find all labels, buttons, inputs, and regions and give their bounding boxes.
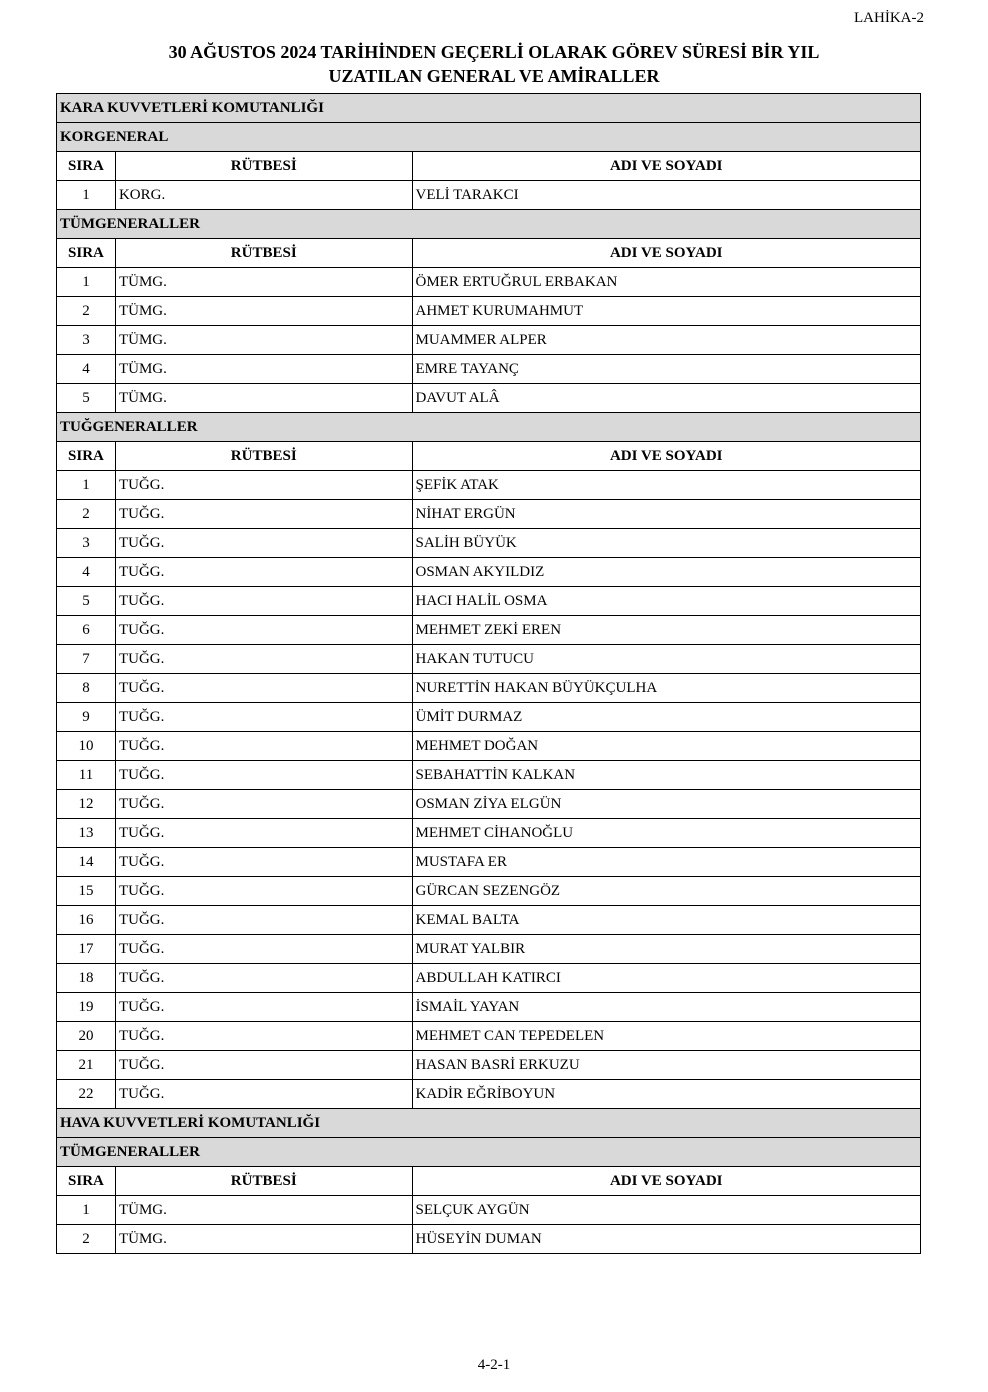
row-full-name: GÜRCAN SEZENGÖZ — [412, 877, 921, 906]
row-rank: TUĞG. — [115, 848, 412, 877]
row-number: 1 — [57, 181, 116, 210]
command-header-row — [57, 1109, 921, 1138]
column-header-adi-soyadi: ADI VE SOYADI — [412, 239, 921, 268]
row-number: 21 — [57, 1051, 116, 1080]
table-row — [57, 935, 921, 964]
row-full-name: SELÇUK AYGÜN — [412, 1196, 921, 1225]
row-number: 2 — [57, 500, 116, 529]
row-rank: TUĞG. — [115, 1051, 412, 1080]
column-header-row — [57, 152, 921, 181]
column-header-adi-soyadi: ADI VE SOYADI — [412, 442, 921, 471]
row-number: 1 — [57, 471, 116, 500]
column-header-sira: SIRA — [57, 442, 116, 471]
row-number: 4 — [57, 558, 116, 587]
row-rank: TUĞG. — [115, 558, 412, 587]
row-rank: TUĞG. — [115, 529, 412, 558]
row-number: 2 — [57, 297, 116, 326]
row-rank: TÜMG. — [115, 268, 412, 297]
row-rank: TUĞG. — [115, 993, 412, 1022]
table-row — [57, 326, 921, 355]
table-row — [57, 268, 921, 297]
row-full-name: MEHMET ZEKİ EREN — [412, 616, 921, 645]
table-row — [57, 790, 921, 819]
row-rank: TUĞG. — [115, 471, 412, 500]
row-rank: TÜMG. — [115, 355, 412, 384]
row-number: 11 — [57, 761, 116, 790]
row-rank: TUĞG. — [115, 587, 412, 616]
table-row — [57, 471, 921, 500]
row-rank: TUĞG. — [115, 732, 412, 761]
page-number: 4-2-1 — [477, 1357, 511, 1373]
row-full-name: MEHMET DOĞAN — [412, 732, 921, 761]
table-row — [57, 181, 921, 210]
row-full-name: KADİR EĞRİBOYUN — [412, 1080, 921, 1109]
row-full-name: NİHAT ERGÜN — [412, 500, 921, 529]
row-number: 9 — [57, 703, 116, 732]
row-full-name: ÖMER ERTUĞRUL ERBAKAN — [412, 268, 921, 297]
row-rank: TUĞG. — [115, 790, 412, 819]
table-row — [57, 993, 921, 1022]
table-row — [57, 587, 921, 616]
row-full-name: HAKAN TUTUCU — [412, 645, 921, 674]
rank-group-title: TÜMGENERALLER — [57, 210, 921, 239]
title-line-2: UZATILAN GENERAL VE AMİRALLER — [328, 66, 660, 86]
table-row — [57, 906, 921, 935]
row-rank: TÜMG. — [115, 326, 412, 355]
row-full-name: ABDULLAH KATIRCI — [412, 964, 921, 993]
command-name: KARA KUVVETLERİ KOMUTANLIĞI — [57, 94, 921, 123]
column-header-rutbesi: RÜTBESİ — [115, 239, 412, 268]
table-row — [57, 877, 921, 906]
row-number: 10 — [57, 732, 116, 761]
row-rank: TUĞG. — [115, 906, 412, 935]
row-number: 13 — [57, 819, 116, 848]
table-row — [57, 355, 921, 384]
rank-group-title: KORGENERAL — [57, 123, 921, 152]
row-full-name: MEHMET CİHANOĞLU — [412, 819, 921, 848]
rank-group-row — [57, 123, 921, 152]
officers-table — [56, 93, 921, 1254]
table-row — [57, 645, 921, 674]
row-full-name: SALİH BÜYÜK — [412, 529, 921, 558]
row-full-name: KEMAL BALTA — [412, 906, 921, 935]
rank-group-row — [57, 413, 921, 442]
table-row — [57, 558, 921, 587]
row-full-name: NURETTİN HAKAN BÜYÜKÇULHA — [412, 674, 921, 703]
row-number: 20 — [57, 1022, 116, 1051]
row-full-name: İSMAİL YAYAN — [412, 993, 921, 1022]
row-full-name: VELİ TARAKCI — [412, 181, 921, 210]
row-rank: TUĞG. — [115, 645, 412, 674]
row-number: 5 — [57, 587, 116, 616]
row-rank: TUĞG. — [115, 703, 412, 732]
row-number: 22 — [57, 1080, 116, 1109]
column-header-adi-soyadi: ADI VE SOYADI — [412, 152, 921, 181]
row-full-name: EMRE TAYANÇ — [412, 355, 921, 384]
rank-group-row — [57, 1138, 921, 1167]
row-rank: TUĞG. — [115, 1022, 412, 1051]
column-header-adi-soyadi: ADI VE SOYADI — [412, 1167, 921, 1196]
row-rank: TUĞG. — [115, 616, 412, 645]
column-header-rutbesi: RÜTBESİ — [115, 152, 412, 181]
table-row — [57, 761, 921, 790]
table-row — [57, 703, 921, 732]
row-number: 14 — [57, 848, 116, 877]
rank-group-title: TUĞGENERALLER — [57, 413, 921, 442]
document-title — [0, 40, 988, 88]
row-full-name: OSMAN AKYILDIZ — [412, 558, 921, 587]
row-number: 7 — [57, 645, 116, 674]
row-rank: TUĞG. — [115, 674, 412, 703]
row-rank: TUĞG. — [115, 1080, 412, 1109]
table-row — [57, 674, 921, 703]
table-row — [57, 616, 921, 645]
column-header-sira: SIRA — [57, 152, 116, 181]
row-number: 1 — [57, 268, 116, 297]
row-number: 16 — [57, 906, 116, 935]
row-number: 5 — [57, 384, 116, 413]
title-line-1: 30 AĞUSTOS 2024 TARİHİNDEN GEÇERLİ OLARAK GÖREV SÜRESİ BİR YIL — [168, 42, 820, 62]
row-full-name: MEHMET CAN TEPEDELEN — [412, 1022, 921, 1051]
table-row — [57, 297, 921, 326]
rank-group-row — [57, 210, 921, 239]
row-full-name: HÜSEYİN DUMAN — [412, 1225, 921, 1254]
column-header-row — [57, 239, 921, 268]
row-number: 8 — [57, 674, 116, 703]
row-number: 1 — [57, 1196, 116, 1225]
row-full-name: HACI HALİL OSMA — [412, 587, 921, 616]
row-rank: TÜMG. — [115, 1196, 412, 1225]
row-number: 17 — [57, 935, 116, 964]
table-row — [57, 848, 921, 877]
row-full-name: MUAMMER ALPER — [412, 326, 921, 355]
row-full-name: MURAT YALBIR — [412, 935, 921, 964]
table-row — [57, 819, 921, 848]
table-row — [57, 500, 921, 529]
table-row — [57, 732, 921, 761]
column-header-row — [57, 1167, 921, 1196]
table-row — [57, 384, 921, 413]
row-full-name: HASAN BASRİ ERKUZU — [412, 1051, 921, 1080]
row-rank: TUĞG. — [115, 761, 412, 790]
row-rank: TÜMG. — [115, 1225, 412, 1254]
row-number: 4 — [57, 355, 116, 384]
rank-group-title: TÜMGENERALLER — [57, 1138, 921, 1167]
row-full-name: DAVUT ALÂ — [412, 384, 921, 413]
column-header-sira: SIRA — [57, 239, 116, 268]
row-full-name: ŞEFİK ATAK — [412, 471, 921, 500]
row-number: 18 — [57, 964, 116, 993]
row-number: 12 — [57, 790, 116, 819]
row-rank: KORG. — [115, 181, 412, 210]
column-header-row — [57, 442, 921, 471]
row-rank: TUĞG. — [115, 935, 412, 964]
table-row — [57, 1080, 921, 1109]
table-row — [57, 1225, 921, 1254]
table-row — [57, 1022, 921, 1051]
command-name: HAVA KUVVETLERİ KOMUTANLIĞI — [57, 1109, 921, 1138]
row-number: 6 — [57, 616, 116, 645]
row-rank: TUĞG. — [115, 964, 412, 993]
row-rank: TUĞG. — [115, 877, 412, 906]
row-rank: TÜMG. — [115, 297, 412, 326]
row-full-name: OSMAN ZİYA ELGÜN — [412, 790, 921, 819]
row-number: 19 — [57, 993, 116, 1022]
table-row — [57, 1196, 921, 1225]
column-header-rutbesi: RÜTBESİ — [115, 442, 412, 471]
row-number: 15 — [57, 877, 116, 906]
table-row — [57, 1051, 921, 1080]
command-header-row — [57, 94, 921, 123]
officers-table-body — [57, 94, 921, 1254]
row-rank: TUĞG. — [115, 500, 412, 529]
row-full-name: SEBAHATTİN KALKAN — [412, 761, 921, 790]
row-number: 2 — [57, 1225, 116, 1254]
row-rank: TUĞG. — [115, 819, 412, 848]
row-full-name: ÜMİT DURMAZ — [412, 703, 921, 732]
row-full-name: AHMET KURUMAHMUT — [412, 297, 921, 326]
table-row — [57, 964, 921, 993]
row-number: 3 — [57, 326, 116, 355]
annex-label: LAHİKA-2 — [854, 10, 924, 26]
column-header-sira: SIRA — [57, 1167, 116, 1196]
row-number: 3 — [57, 529, 116, 558]
column-header-rutbesi: RÜTBESİ — [115, 1167, 412, 1196]
row-rank: TÜMG. — [115, 384, 412, 413]
table-row — [57, 529, 921, 558]
row-full-name: MUSTAFA ER — [412, 848, 921, 877]
